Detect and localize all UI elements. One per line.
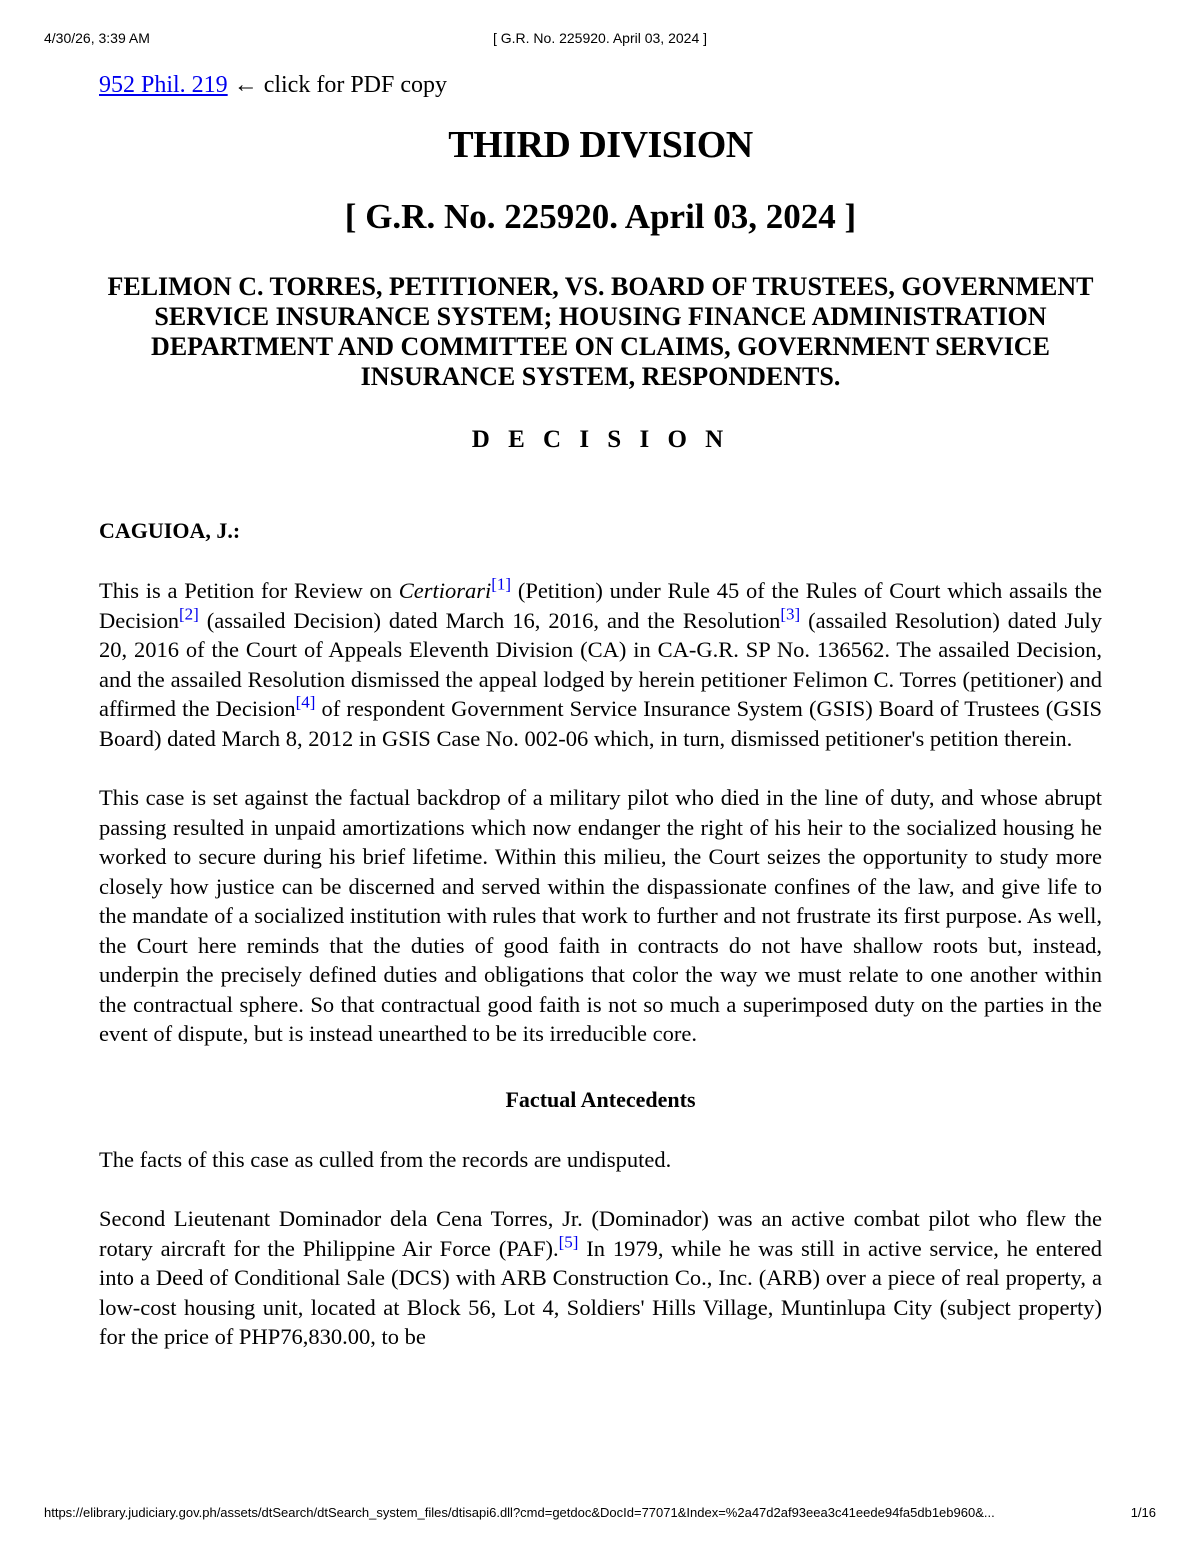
case-parties-heading: FELIMON C. TORRES, PETITIONER, VS. BOARD OF TRUSTEES, GOVERNMENT SERVICE INSURANCE SYSTEM; HOUSING FINANCE ADMINISTRATION DEPARTMENT AND COMMITTEE ON CLAIMS, GOVERNMENT SERVICE INSURANCE SYSTEM, RESPONDENTS.	[107, 272, 1094, 391]
document-body	[99, 68, 1102, 1352]
footnote-link-5[interactable]: [5]	[558, 1232, 579, 1251]
print-footer	[44, 1505, 1156, 1525]
footnote-link-1[interactable]: [1]	[491, 574, 512, 594]
print-header	[44, 30, 1156, 50]
print-page-title: [ G.R. No. 225920. April 03, 2024 ]	[492, 30, 708, 46]
para4-text-b: In 1979, while he was still in active service, he entered into a Deed of Conditional Sale (DCS) with ARB Construction Co., Inc. (ARB) over a piece of real property, a low-cost housing unit, located at Block 56, Lot 4, Soldiers' Hills Village, Muntinlupa City (subject property) for the price of PHP76,830.00, to be	[99, 1235, 1102, 1349]
paragraph-1	[99, 576, 1102, 753]
para1-text-d: (assailed Resolution) dated July 20, 2016 of the Court of Appeals Eleventh Division (CA) in CA-G.R. SP No. 136562. The assailed Decision, and the assailed Resolution dismissed the appeal lodged by herein petitioner Felimon C. Torres (petitioner) and affirmed the Decision	[99, 607, 1102, 721]
pdf-copy-link[interactable]: 952 Phil. 219	[99, 72, 228, 98]
footnote-link-3[interactable]: [3]	[780, 604, 801, 623]
para1-text-e: of respondent Government Service Insurance System (GSIS) Board of Trustees (GSIS Board) dated March 8, 2012 in GSIS Case No. 002-06 which, in turn, dismissed petitioner's petition therein.	[99, 696, 1102, 751]
para4-text-a: Second Lieutenant Dominador dela Cena Torres, Jr. (Dominador) was an active combat pilot who flew the rotary aircraft for the Philippine Air Force (PAF).	[99, 1206, 1102, 1261]
case-number-heading: [ G.R. No. 225920. April 03, 2024 ]	[344, 197, 857, 236]
decision-title: D E C I S I O N	[471, 426, 730, 453]
para1-italic-certiorari: Certiorari	[398, 578, 492, 603]
section-heading-factual-antecedents: Factual Antecedents	[505, 1086, 696, 1112]
paragraph-2: This case is set against the factual backdrop of a military pilot who died in the line of duty, and whose abrupt passing resulted in unpaid amortizations which now endanger the right of his heir to the socialized housing he worked to secure during his brief lifetime. Within this milieu, the Court seizes the opportunity to study more closely how justice can be discerned and served within the dispassionate confines of the law, and give life to the mandate of a socialized institution with rules that work to further and not frustrate its first purpose. As well, the Court here reminds that the duties of good faith in contracts do not have shallow roots but, instead, underpin the precisely defined duties and obligations that color the way we must relate to one another within the contractual sphere. So that contractual good faith is not so much a superimposed duty on the parties in the event of dispute, but is instead unearthed to be its irreducible core.	[99, 785, 1102, 1046]
print-page-number: 1/16	[1130, 1505, 1156, 1520]
ponente: CAGUIOA, J.:	[99, 518, 241, 543]
para1-text-c: (assailed Decision) dated March 16, 2016, and the Resolution	[198, 607, 781, 633]
print-datetime: 4/30/26, 3:39 AM	[44, 30, 150, 46]
footnote-link-4[interactable]: [4]	[295, 692, 316, 712]
para1-text-b: (Petition) under Rule 45 of the Rules of Court which assails the Decision	[99, 578, 1102, 633]
para1-text-a: This is a Petition for Review on	[99, 578, 399, 603]
print-url: https://elibrary.judiciary.gov.ph/assets/dtSearch/dtSearch_system_files/dtisapi6.dll?cmd=getdoc&DocId=77071&Index=%2a47d2af93eea3c41eede94fa5db1eb960&...	[44, 1505, 995, 1520]
pdf-copy-hint: ← click for PDF copy	[227, 72, 447, 98]
footnote-link-2[interactable]: [2]	[178, 604, 199, 623]
paragraph-3: The facts of this case as culled from the records are undisputed.	[99, 1146, 672, 1172]
division-heading: THIRD DIVISION	[448, 124, 753, 166]
paragraph-4	[99, 1204, 1102, 1352]
pdf-copy-line	[99, 68, 1102, 102]
